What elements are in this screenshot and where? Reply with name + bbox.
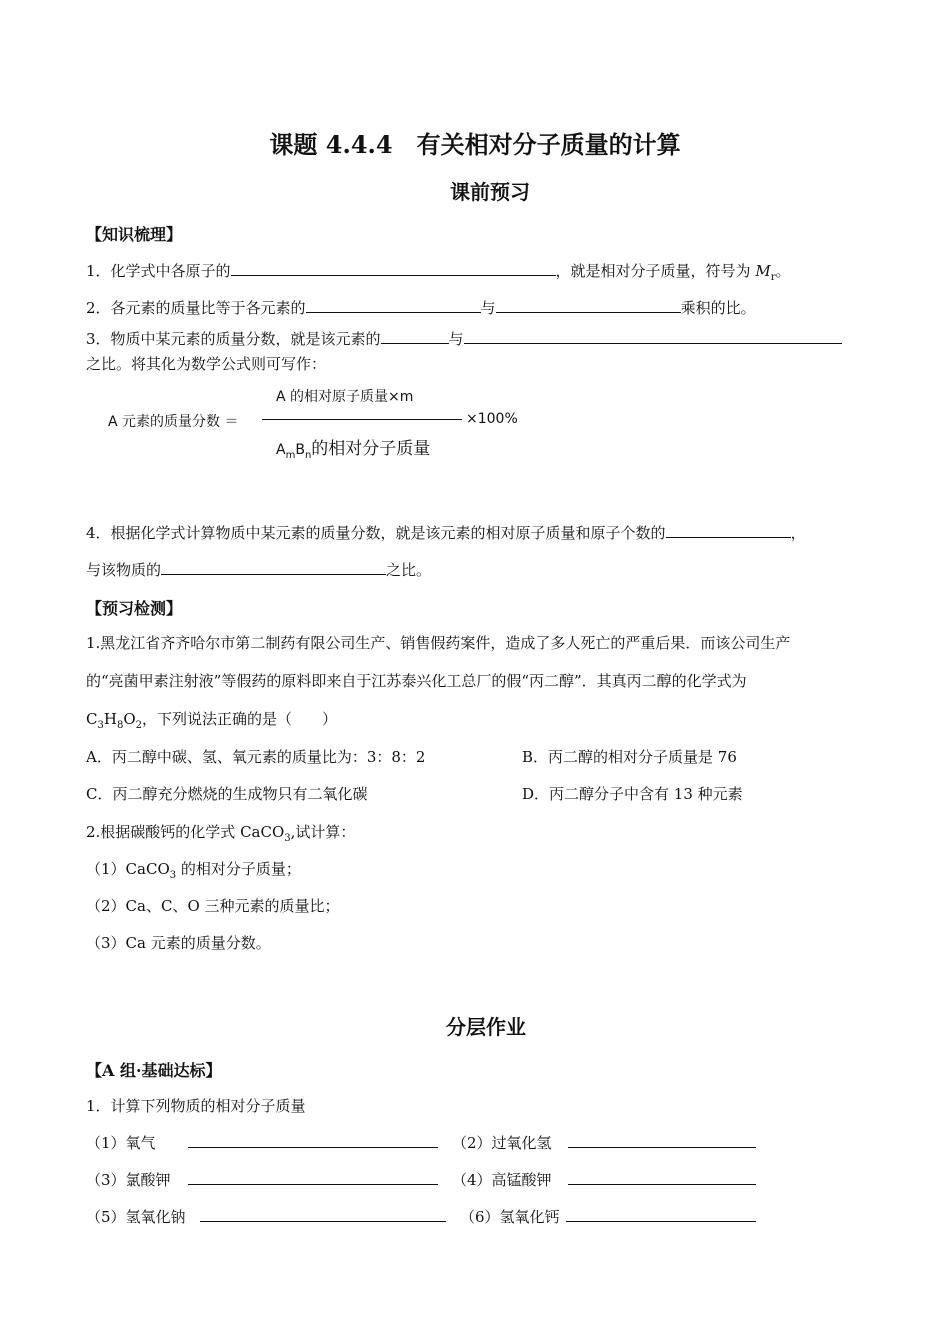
knowledge-label: 【知识梳理】	[86, 225, 183, 244]
question-2: 2．各元素的质量比等于各元素的 与 乘积的比。	[86, 299, 756, 317]
problem-2-intro: 2.根据碳酸钙的化学式 CaCO$_3$,试计算：	[86, 823, 356, 844]
formula-denominator: $A_mB_n$的相对分子质量	[276, 439, 431, 461]
question-3-line2: 之比。将其化为数学公式则可写作：	[86, 355, 327, 373]
page-title: 课题 4.4.4 有关相对分子质量的计算	[269, 130, 681, 159]
problem-2-sub2: （2）Ca、C、O 三种元素的质量比；	[86, 897, 340, 915]
section-heading-homework: 分层作业	[446, 1015, 526, 1039]
answer-blank[interactable]	[306, 297, 481, 313]
option-d[interactable]: D．丙二醇分子中含有 13 种元素	[522, 785, 743, 803]
answer-blank[interactable]	[464, 328, 842, 344]
section-heading-preview: 课前预习	[450, 180, 530, 204]
answer-blank[interactable]	[666, 522, 791, 538]
question-3: 3．物质中某元素的质量分数，就是该元素的 与	[86, 328, 842, 349]
answer-blank[interactable]	[231, 260, 556, 276]
answer-blank[interactable]	[566, 1221, 756, 1222]
item-potassium-chlorate: （3）氯酸钾	[86, 1171, 171, 1189]
answer-blank[interactable]	[496, 297, 681, 313]
formula-label: A 元素的质量分数 ＝	[108, 414, 239, 430]
group-a-label: 【A 组·基础达标】	[86, 1061, 222, 1080]
formula-times: ×100%	[466, 411, 518, 427]
item-hydrogen-peroxide: （2）过氧化氢	[452, 1134, 552, 1152]
item-oxygen: （1）氧气	[86, 1134, 156, 1152]
answer-blank[interactable]	[568, 1184, 756, 1185]
answer-blank[interactable]	[161, 559, 386, 575]
fraction-line	[262, 419, 462, 420]
option-a[interactable]: A．丙二醇中碳、氢、氧元素的质量比为：3：8：2	[86, 748, 426, 766]
answer-blank[interactable]	[188, 1147, 438, 1148]
question-4-line2: 与该物质的 之比。	[86, 561, 432, 579]
check-label: 【预习检测】	[86, 599, 183, 618]
item-potassium-permanganate: （4）高锰酸钾	[452, 1171, 552, 1189]
option-c[interactable]: C．丙二醇充分燃烧的生成物只有二氧化碳	[86, 785, 368, 803]
problem-2-sub1: （1）CaCO$_3$ 的相对分子质量；	[86, 860, 301, 881]
problem-1-line1: 1.黑龙江省齐齐哈尔市第二制药有限公司生产、销售假药案件，造成了多人死亡的严重后果．而该公司生产	[86, 634, 791, 652]
formula-numerator: A 的相对原子质量×m	[276, 389, 414, 405]
problem-2-sub3: （3）Ca 元素的质量分数。	[86, 934, 271, 952]
problem-1-line2: 的“亮菌甲素注射液”等假药的原料即来自于江苏泰兴化工总厂的假“丙二醇”．其真丙二醇的化学式为	[86, 672, 747, 690]
answer-blank[interactable]	[568, 1147, 756, 1148]
question-4: 4．根据化学式计算物质中某元素的质量分数，就是该元素的相对原子质量和原子个数的 ，	[86, 524, 806, 542]
item-calcium-hydroxide: （6）氢氧化钙	[460, 1208, 560, 1226]
answer-blank[interactable]	[188, 1184, 438, 1185]
option-b[interactable]: B．丙二醇的相对分子质量是 76	[522, 748, 737, 766]
answer-blank[interactable]	[200, 1221, 446, 1222]
homework-question-1: 1．计算下列物质的相对分子质量	[86, 1097, 306, 1115]
problem-1-line3: $C_3H_8O_2$，下列说法正确的是（ ）	[86, 710, 338, 731]
answer-blank[interactable]	[381, 328, 449, 344]
item-sodium-hydroxide: （5）氢氧化钠	[86, 1208, 186, 1226]
question-1: 1．化学式中各原子的 ，就是相对分子质量，符号为 $M_r$。	[86, 262, 791, 283]
